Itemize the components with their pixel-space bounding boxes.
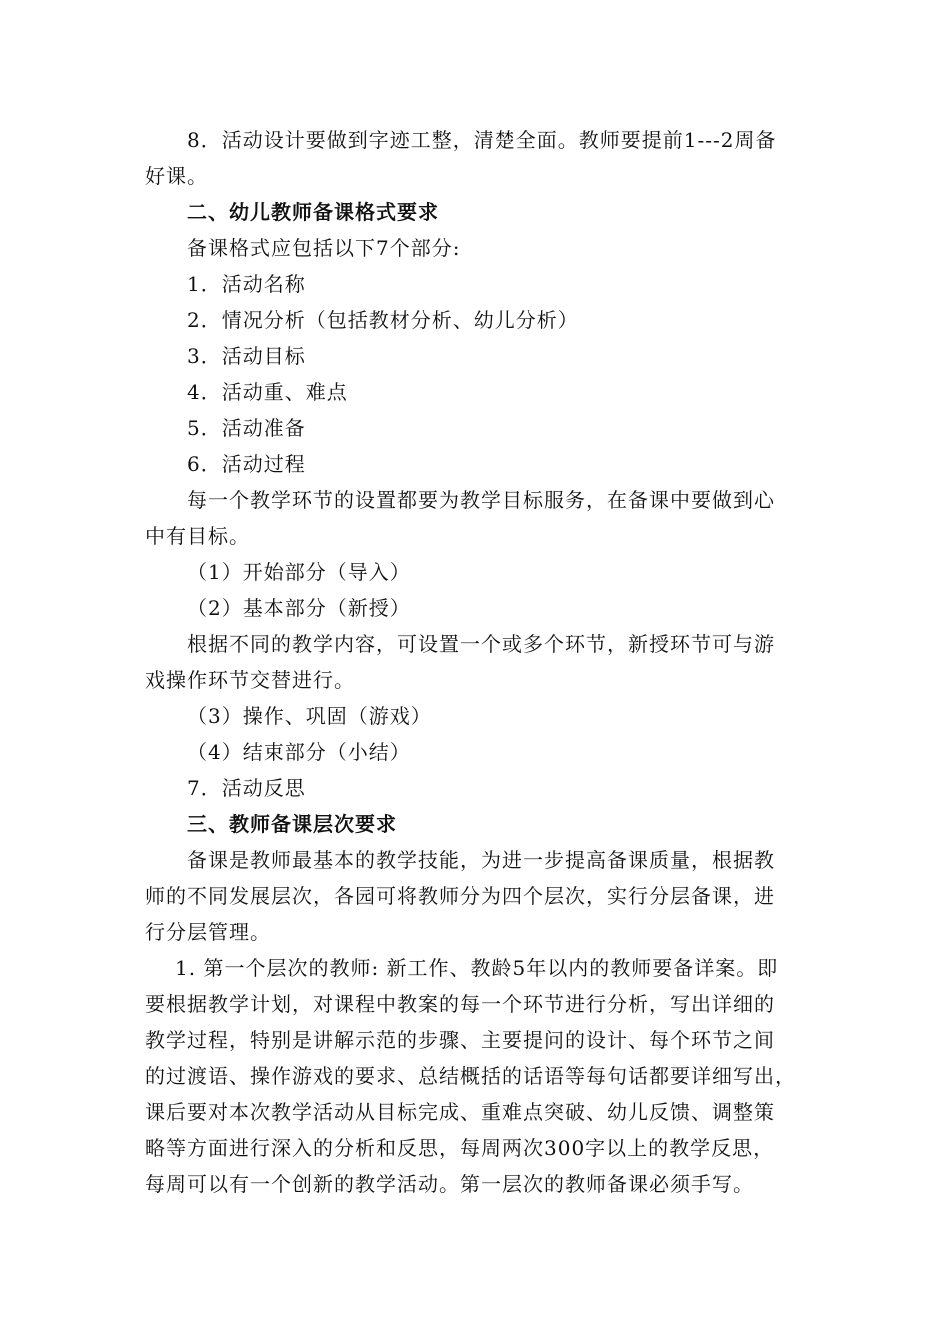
list-item: （2）基本部分（新授） xyxy=(187,596,411,620)
paragraph-line: 每周可以有一个创新的教学活动。第一层次的教师备课必须手写。 xyxy=(145,1172,754,1196)
paragraph-line: 8．活动设计要做到字迹工整，清楚全面。教师要提前1---2周备 xyxy=(187,128,777,152)
paragraph-line: 好课。 xyxy=(145,164,208,188)
section-heading: 三、教师备课层次要求 xyxy=(187,812,397,836)
paragraph-line: 略等方面进行深入的分析和反思，每周两次300字以上的教学反思， xyxy=(145,1136,775,1160)
paragraph-line: 中有目标。 xyxy=(145,524,250,548)
list-item: （3）操作、巩固（游戏） xyxy=(187,704,432,728)
paragraph-line: 备课是教师最基本的教学技能，为进一步提高备课质量，根据教 xyxy=(187,848,775,872)
list-item: 6．活动过程 xyxy=(187,452,306,476)
list-item: （4）结束部分（小结） xyxy=(187,740,411,764)
list-item: （1）开始部分（导入） xyxy=(187,560,411,584)
paragraph-line: 课后要对本次教学活动从目标完成、重难点突破、幼儿反馈、调整策 xyxy=(145,1100,775,1124)
paragraph-line: 行分层管理。 xyxy=(145,920,271,944)
list-item: 2．情况分析（包括教材分析、幼儿分析） xyxy=(187,308,579,332)
section-heading: 二、幼儿教师备课格式要求 xyxy=(187,200,439,224)
paragraph-line: 根据不同的教学内容，可设置一个或多个环节，新授环节可与游 xyxy=(187,632,775,656)
list-item: 7．活动反思 xyxy=(187,776,306,800)
paragraph-line: 要根据教学计划，对课程中教案的每一个环节进行分析，写出详细的 xyxy=(145,992,775,1016)
paragraph-line: 师的不同发展层次，各园可将教师分为四个层次，实行分层备课，进 xyxy=(145,884,775,908)
paragraph-line: 的过渡语、操作游戏的要求、总结概括的话语等每句话都要详细写出， xyxy=(145,1064,796,1088)
list-item: 4．活动重、难点 xyxy=(187,380,348,404)
list-item: 5．活动准备 xyxy=(187,416,306,440)
paragraph-line: 教学过程，特别是讲解示范的步骤、主要提问的设计、每个环节之间 xyxy=(145,1028,775,1052)
paragraph-line: 备课格式应包括以下7个部分: xyxy=(187,236,461,260)
list-item: 3．活动目标 xyxy=(187,344,306,368)
paragraph-line: 每一个教学环节的设置都要为教学目标服务，在备课中要做到心 xyxy=(187,488,775,512)
list-item: 1．活动名称 xyxy=(187,272,306,296)
paragraph-line: 戏操作环节交替进行。 xyxy=(145,668,355,692)
paragraph-line: 1. 第一个层次的教师: 新工作、教龄5年以内的教师要备详案。即 xyxy=(175,956,779,980)
